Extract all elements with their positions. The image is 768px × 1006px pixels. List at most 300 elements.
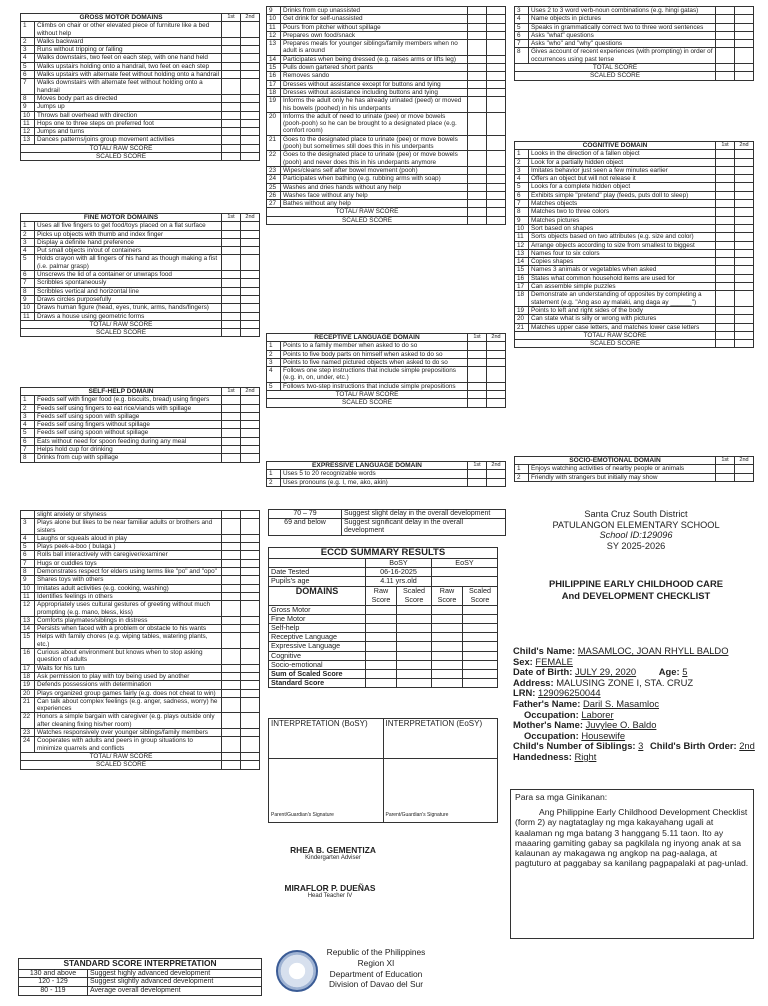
total-cell[interactable]	[716, 331, 735, 339]
check-cell-second[interactable]	[735, 291, 754, 307]
check-cell-first[interactable]	[468, 64, 487, 72]
check-cell-first[interactable]	[468, 15, 487, 23]
check-cell-first[interactable]	[222, 576, 241, 584]
check-cell-second[interactable]	[735, 31, 754, 39]
std-interp-title: STANDARD SCORE INTERPRETATION	[19, 959, 262, 970]
check-cell-second[interactable]	[241, 519, 260, 535]
check-cell-second[interactable]	[241, 534, 260, 542]
check-cell-first[interactable]	[222, 247, 241, 255]
item-number: 27	[267, 200, 281, 208]
check-cell-second[interactable]	[487, 112, 506, 135]
checklist-row	[21, 568, 260, 576]
check-cell-first[interactable]	[468, 72, 487, 80]
check-cell-second[interactable]	[735, 306, 754, 314]
check-cell-first[interactable]	[222, 111, 241, 119]
check-cell-second[interactable]	[241, 304, 260, 312]
check-cell-first[interactable]	[222, 511, 241, 519]
check-cell-second[interactable]	[735, 216, 754, 224]
check-cell-second[interactable]	[735, 200, 754, 208]
check-cell-first[interactable]	[222, 304, 241, 312]
check-cell-second[interactable]	[487, 200, 506, 208]
check-cell-second[interactable]	[241, 128, 260, 136]
check-cell-first[interactable]	[222, 616, 241, 624]
check-cell-second[interactable]	[735, 15, 754, 23]
item-number: 2	[21, 37, 35, 45]
check-cell-first[interactable]	[468, 367, 487, 383]
checklist-row	[21, 22, 260, 38]
check-cell-second[interactable]	[241, 46, 260, 54]
deped-seal-icon	[276, 950, 318, 992]
check-cell-second[interactable]	[735, 233, 754, 241]
check-cell-second[interactable]	[735, 274, 754, 282]
check-cell-second[interactable]	[241, 559, 260, 567]
check-cell-second[interactable]	[735, 224, 754, 232]
check-cell-first[interactable]	[468, 97, 487, 113]
check-cell-first[interactable]	[222, 737, 241, 753]
check-cell-first[interactable]	[222, 312, 241, 320]
check-cell-first[interactable]	[222, 681, 241, 689]
check-cell-first[interactable]	[222, 713, 241, 729]
total-cell[interactable]	[241, 144, 260, 152]
scaled-cell[interactable]	[241, 761, 260, 769]
check-cell-first[interactable]	[222, 454, 241, 462]
item-text: Informs the adult only he has already urinated (peed) or moved his bowels (poohed) in his underpants	[281, 97, 468, 113]
scaled-cell[interactable]	[222, 329, 241, 337]
check-cell-first[interactable]	[222, 625, 241, 633]
check-cell-second[interactable]	[241, 412, 260, 420]
check-cell-second[interactable]	[487, 151, 506, 167]
deped-line: Republic of the Philippines	[326, 947, 426, 957]
check-cell-first[interactable]	[716, 465, 735, 473]
check-cell-first[interactable]	[222, 421, 241, 429]
check-cell-second[interactable]	[241, 681, 260, 689]
adviser-role: Kindergarten Adviser	[305, 855, 361, 861]
deped-line: Department of Education	[329, 968, 423, 979]
item-number: 10	[267, 15, 281, 23]
child-name-label: Child's Name:	[513, 645, 576, 656]
check-cell-second[interactable]	[241, 94, 260, 102]
check-cell-second[interactable]	[241, 62, 260, 70]
check-cell-first[interactable]	[468, 183, 487, 191]
check-cell-first[interactable]	[716, 258, 735, 266]
check-cell-second[interactable]	[735, 208, 754, 216]
check-cell-first[interactable]	[222, 396, 241, 404]
total-cell[interactable]	[487, 208, 506, 216]
check-cell-first[interactable]	[716, 208, 735, 216]
check-cell-first[interactable]	[222, 601, 241, 617]
check-cell-first[interactable]	[716, 274, 735, 282]
check-cell-second[interactable]	[241, 396, 260, 404]
item-text: Points to a family member when asked to do so	[281, 342, 468, 350]
check-cell-first[interactable]	[468, 151, 487, 167]
check-cell-first[interactable]	[468, 55, 487, 63]
scaled-cell[interactable]	[735, 340, 754, 348]
checklist-row	[267, 166, 506, 174]
check-cell-second[interactable]	[487, 72, 506, 80]
check-cell-second[interactable]	[241, 295, 260, 303]
check-cell-second[interactable]	[735, 48, 754, 64]
scaled-cell[interactable]	[468, 399, 487, 407]
check-cell-first[interactable]	[222, 287, 241, 295]
check-cell-second[interactable]	[735, 7, 754, 15]
check-cell-first[interactable]	[716, 15, 735, 23]
check-cell-second[interactable]	[735, 158, 754, 166]
check-cell-first[interactable]	[468, 200, 487, 208]
check-cell-first[interactable]	[468, 80, 487, 88]
scaled-cell[interactable]	[222, 153, 241, 161]
check-cell-first[interactable]	[716, 158, 735, 166]
total-cell[interactable]	[487, 391, 506, 399]
item-text: Sort based on shapes	[529, 224, 716, 232]
check-cell-second[interactable]	[487, 55, 506, 63]
check-cell-second[interactable]	[241, 421, 260, 429]
check-cell-first[interactable]	[716, 216, 735, 224]
mother-occupation-label: Occupation:	[524, 729, 579, 741]
check-cell-second[interactable]	[487, 191, 506, 199]
total-cell[interactable]	[241, 752, 260, 760]
interp-eosy-label: INTERPRETATION (EoSY)	[385, 719, 483, 728]
check-cell-first[interactable]	[222, 697, 241, 713]
check-cell-first[interactable]	[716, 291, 735, 307]
child-info	[513, 646, 763, 763]
check-cell-second[interactable]	[487, 15, 506, 23]
check-cell-second[interactable]	[487, 470, 506, 478]
total-cell[interactable]	[468, 208, 487, 216]
check-cell-first[interactable]	[716, 323, 735, 331]
check-cell-second[interactable]	[241, 576, 260, 584]
item-text: Shares toys with others	[35, 576, 222, 584]
check-cell-first[interactable]	[222, 551, 241, 559]
check-cell-first[interactable]	[468, 88, 487, 96]
check-cell-second[interactable]	[241, 279, 260, 287]
check-cell-second[interactable]	[487, 367, 506, 383]
check-cell-first[interactable]	[468, 175, 487, 183]
domain-title: SOCIO-EMOTIONAL DOMAIN	[515, 457, 716, 465]
check-cell-second[interactable]	[241, 247, 260, 255]
check-cell-second[interactable]	[487, 358, 506, 366]
total-cell[interactable]	[468, 391, 487, 399]
check-cell-second[interactable]	[241, 255, 260, 271]
check-cell-second[interactable]	[241, 429, 260, 437]
check-cell-second[interactable]	[735, 323, 754, 331]
check-cell-second[interactable]	[735, 473, 754, 481]
check-cell-second[interactable]	[241, 664, 260, 672]
check-cell-second[interactable]	[241, 404, 260, 412]
check-cell-second[interactable]	[241, 312, 260, 320]
check-cell-second[interactable]	[487, 183, 506, 191]
check-cell-second[interactable]	[487, 342, 506, 350]
check-cell-first[interactable]	[222, 689, 241, 697]
check-cell-first[interactable]	[222, 238, 241, 246]
check-cell-first[interactable]	[222, 22, 241, 38]
check-cell-first[interactable]	[222, 519, 241, 535]
check-cell-second[interactable]	[241, 22, 260, 38]
check-cell-first[interactable]	[222, 222, 241, 230]
check-cell-second[interactable]	[241, 37, 260, 45]
check-cell-second[interactable]	[241, 287, 260, 295]
check-cell-first[interactable]	[468, 478, 487, 486]
check-cell-second[interactable]	[735, 23, 754, 31]
item-number: 11	[267, 23, 281, 31]
check-cell-second[interactable]	[241, 511, 260, 519]
check-cell-first[interactable]	[222, 437, 241, 445]
check-cell-first[interactable]	[716, 7, 735, 15]
item-number: 3	[515, 166, 529, 174]
check-cell-first[interactable]	[222, 279, 241, 287]
check-cell-second[interactable]	[241, 136, 260, 144]
check-cell-second[interactable]	[487, 97, 506, 113]
check-cell-second[interactable]	[241, 230, 260, 238]
check-cell-first[interactable]	[222, 584, 241, 592]
check-cell-first[interactable]	[222, 446, 241, 454]
scaled-cell[interactable]	[468, 216, 487, 224]
check-cell-second[interactable]	[735, 283, 754, 291]
scaled-cell[interactable]	[487, 399, 506, 407]
check-cell-second[interactable]	[735, 40, 754, 48]
check-cell-first[interactable]	[468, 112, 487, 135]
checklist-row	[267, 342, 506, 350]
check-cell-second[interactable]	[487, 88, 506, 96]
check-cell-second[interactable]	[735, 175, 754, 183]
check-cell-first[interactable]	[222, 271, 241, 279]
item-text: Watches responsively over younger siblings/family members	[35, 729, 222, 737]
check-cell-first[interactable]	[716, 241, 735, 249]
item-text: Asks "who" and "why" questions	[529, 40, 716, 48]
total-cell[interactable]	[222, 752, 241, 760]
check-cell-second[interactable]	[241, 437, 260, 445]
check-cell-first[interactable]	[468, 23, 487, 31]
total-cell[interactable]	[735, 331, 754, 339]
item-number: 5	[21, 543, 35, 551]
item-number: 18	[267, 88, 281, 96]
check-cell-first[interactable]	[222, 559, 241, 567]
check-cell-second[interactable]	[241, 54, 260, 62]
item-number: 20	[515, 315, 529, 323]
check-cell-first[interactable]	[468, 470, 487, 478]
check-cell-second[interactable]	[735, 191, 754, 199]
total-cell[interactable]	[241, 320, 260, 328]
check-cell-first[interactable]	[222, 62, 241, 70]
item-number: 7	[21, 559, 35, 567]
check-cell-first[interactable]	[468, 7, 487, 15]
check-cell-second[interactable]	[487, 350, 506, 358]
check-cell-second[interactable]	[735, 183, 754, 191]
check-cell-second[interactable]	[241, 238, 260, 246]
check-cell-second[interactable]	[241, 697, 260, 713]
check-cell-first[interactable]	[716, 191, 735, 199]
check-cell-second[interactable]	[241, 713, 260, 729]
item-text: Plays alone but likes to be near familiar adults or brothers and sisters	[35, 519, 222, 535]
check-cell-first[interactable]	[468, 135, 487, 151]
check-cell-second[interactable]	[241, 672, 260, 680]
check-cell-first[interactable]	[468, 342, 487, 350]
check-cell-first[interactable]	[222, 429, 241, 437]
check-cell-first[interactable]	[222, 71, 241, 79]
check-cell-second[interactable]	[487, 23, 506, 31]
check-cell-first[interactable]	[222, 592, 241, 600]
check-cell-first[interactable]	[468, 382, 487, 390]
check-cell-first[interactable]	[222, 103, 241, 111]
check-cell-first[interactable]	[716, 233, 735, 241]
check-cell-second[interactable]	[241, 689, 260, 697]
total-cell[interactable]	[222, 144, 241, 152]
scaled-cell[interactable]	[487, 216, 506, 224]
check-cell-first[interactable]	[222, 128, 241, 136]
scaled-cell[interactable]	[241, 153, 260, 161]
item-text: Draws human figure (head, eyes, trunk, arms, hands/fingers)	[35, 304, 222, 312]
total-cell[interactable]	[716, 64, 735, 72]
checklist-row	[515, 48, 754, 64]
check-cell-second[interactable]	[241, 625, 260, 633]
check-cell-first[interactable]	[716, 200, 735, 208]
age-label: Age:	[658, 666, 680, 678]
check-cell-second[interactable]	[241, 454, 260, 462]
check-cell-second[interactable]	[735, 266, 754, 274]
check-cell-first[interactable]	[222, 136, 241, 144]
checklist-row	[21, 534, 260, 542]
interp-desc: Suggest slight delay in the overall development	[342, 510, 506, 519]
expressive-language-table-part1	[266, 461, 506, 487]
check-cell-first[interactable]	[468, 31, 487, 39]
check-cell-first[interactable]	[222, 404, 241, 412]
summary-domain: Receptive Language	[269, 633, 366, 642]
check-cell-first[interactable]	[222, 633, 241, 649]
check-cell-first[interactable]	[222, 543, 241, 551]
check-cell-second[interactable]	[241, 737, 260, 753]
checklist-row	[515, 150, 754, 158]
check-cell-second[interactable]	[241, 119, 260, 127]
item-number: 19	[515, 306, 529, 314]
check-cell-first[interactable]	[716, 48, 735, 64]
check-cell-second[interactable]	[241, 649, 260, 665]
scaled-cell[interactable]	[735, 72, 754, 80]
check-cell-first[interactable]	[222, 568, 241, 576]
check-cell-second[interactable]	[735, 315, 754, 323]
check-cell-first[interactable]	[716, 306, 735, 314]
scaled-cell[interactable]	[241, 329, 260, 337]
check-cell-first[interactable]	[716, 166, 735, 174]
check-cell-first[interactable]	[716, 23, 735, 31]
check-cell-first[interactable]	[222, 664, 241, 672]
check-cell-first[interactable]	[222, 534, 241, 542]
check-cell-first[interactable]	[222, 79, 241, 95]
scaled-cell[interactable]	[222, 761, 241, 769]
check-cell-second[interactable]	[735, 166, 754, 174]
check-cell-first[interactable]	[222, 54, 241, 62]
check-cell-second[interactable]	[487, 40, 506, 56]
check-cell-second[interactable]	[487, 382, 506, 390]
check-cell-second[interactable]	[487, 478, 506, 486]
check-cell-first[interactable]	[222, 729, 241, 737]
check-cell-second[interactable]	[241, 111, 260, 119]
check-cell-second[interactable]	[241, 551, 260, 559]
check-cell-first[interactable]	[222, 255, 241, 271]
check-cell-second[interactable]	[487, 64, 506, 72]
check-cell-first[interactable]	[468, 350, 487, 358]
check-cell-first[interactable]	[222, 672, 241, 680]
check-cell-first[interactable]	[716, 224, 735, 232]
item-text: Appropriately uses cultural gestures of greeting without much prompting (e.g. mano, bless, kiss)	[35, 601, 222, 617]
total-cell[interactable]	[222, 320, 241, 328]
total-cell[interactable]	[735, 64, 754, 72]
check-cell-first[interactable]	[716, 266, 735, 274]
check-cell-second[interactable]	[241, 601, 260, 617]
check-cell-first[interactable]	[222, 94, 241, 102]
check-cell-first[interactable]	[716, 175, 735, 183]
check-cell-first[interactable]	[222, 295, 241, 303]
check-cell-second[interactable]	[241, 568, 260, 576]
check-cell-second[interactable]	[241, 616, 260, 624]
item-text: Drinks from cup unassisted	[281, 7, 468, 15]
check-cell-first[interactable]	[222, 46, 241, 54]
check-cell-first[interactable]	[716, 249, 735, 257]
check-cell-first[interactable]	[222, 649, 241, 665]
check-cell-first[interactable]	[716, 183, 735, 191]
check-cell-second[interactable]	[487, 80, 506, 88]
check-cell-second[interactable]	[735, 249, 754, 257]
check-cell-first[interactable]	[222, 412, 241, 420]
check-cell-second[interactable]	[241, 446, 260, 454]
check-cell-first[interactable]	[468, 358, 487, 366]
check-cell-first[interactable]	[222, 37, 241, 45]
checklist-row	[515, 323, 754, 331]
check-cell-first[interactable]	[716, 315, 735, 323]
check-cell-second[interactable]	[487, 135, 506, 151]
check-cell-second[interactable]	[487, 166, 506, 174]
check-cell-second[interactable]	[241, 729, 260, 737]
check-cell-second[interactable]	[241, 71, 260, 79]
check-cell-first[interactable]	[468, 40, 487, 56]
check-cell-first[interactable]	[222, 119, 241, 127]
checklist-row	[515, 191, 754, 199]
check-cell-first[interactable]	[222, 230, 241, 238]
check-cell-first[interactable]	[716, 473, 735, 481]
check-cell-first[interactable]	[716, 283, 735, 291]
check-cell-second[interactable]	[241, 543, 260, 551]
check-cell-second[interactable]	[487, 7, 506, 15]
check-cell-first[interactable]	[716, 31, 735, 39]
check-cell-second[interactable]	[241, 592, 260, 600]
check-cell-second[interactable]	[241, 633, 260, 649]
check-cell-second[interactable]	[735, 150, 754, 158]
check-cell-second[interactable]	[241, 79, 260, 95]
check-cell-first[interactable]	[716, 150, 735, 158]
check-cell-second[interactable]	[241, 222, 260, 230]
check-cell-first[interactable]	[716, 40, 735, 48]
check-cell-second[interactable]	[241, 584, 260, 592]
adviser-name: RHEA B. GEMENTIZA	[290, 845, 376, 855]
item-number: 16	[21, 649, 35, 665]
check-cell-second[interactable]	[735, 241, 754, 249]
check-cell-second[interactable]	[735, 258, 754, 266]
checklist-row	[21, 576, 260, 584]
item-text: Feeds self using spoon with spillage	[35, 412, 222, 420]
check-cell-second[interactable]	[735, 465, 754, 473]
check-cell-first[interactable]	[468, 166, 487, 174]
item-number: 11	[21, 592, 35, 600]
scaled-cell[interactable]	[716, 72, 735, 80]
check-cell-second[interactable]	[487, 31, 506, 39]
check-cell-first[interactable]	[468, 191, 487, 199]
check-cell-second[interactable]	[241, 103, 260, 111]
scaled-score: SCALED SCORE	[515, 340, 716, 348]
check-cell-second[interactable]	[487, 175, 506, 183]
std-desc: Suggest slightly advanced development	[88, 978, 262, 987]
summary-domain: Self-help	[269, 624, 366, 633]
scaled-cell[interactable]	[716, 340, 735, 348]
check-cell-second[interactable]	[241, 271, 260, 279]
item-number: 15	[21, 633, 35, 649]
